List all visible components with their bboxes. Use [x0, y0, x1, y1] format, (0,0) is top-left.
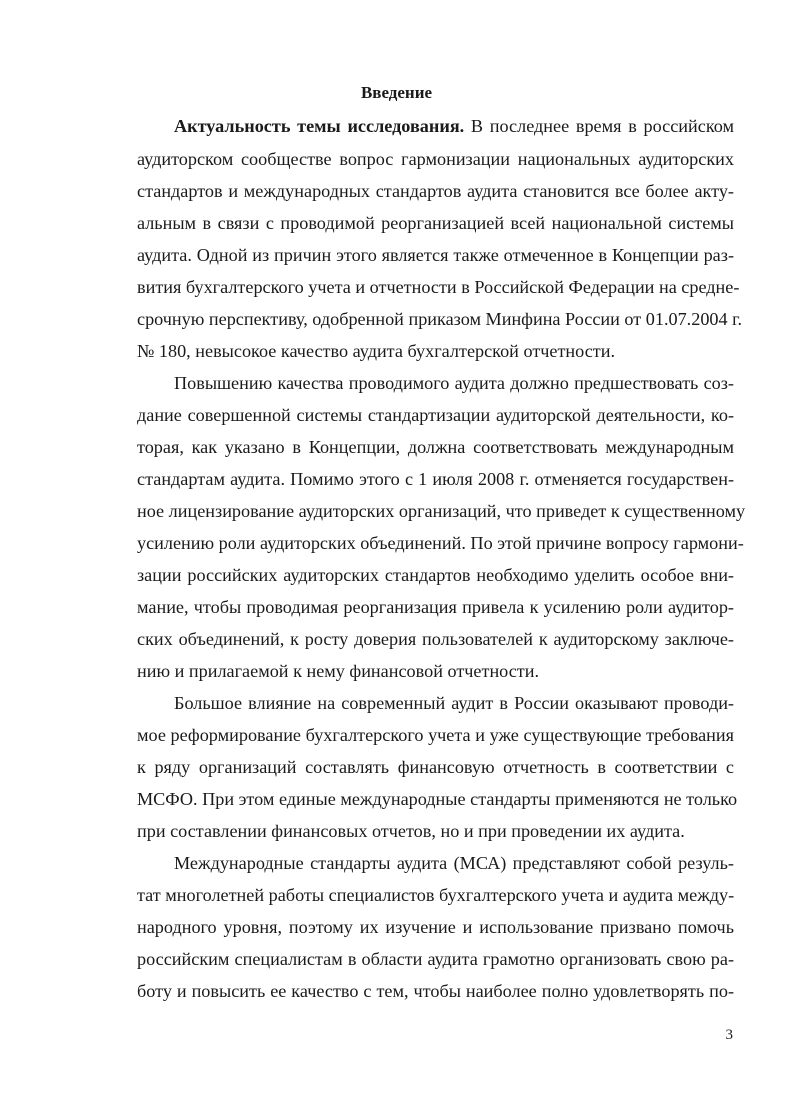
paragraph-line: ное лицензирование аудиторских организаций, что приведет к существенному: [137, 501, 746, 521]
paragraph-line: тат многолетней работы специалистов бухгалтерского учета и аудита между-: [137, 885, 735, 905]
paragraph-line: российским специалистам в области аудита грамотно организовать свою ра-: [137, 949, 734, 969]
paragraph-line: срочную перспективу, одобренной приказом Минфина России от 01.07.2004 г.: [137, 309, 743, 329]
paragraph-line: дание совершенной системы стандартизации аудиторской деятельности, ко-: [137, 405, 734, 425]
paragraph-line: торая, как указано в Концепции, должна соответствовать международным: [137, 437, 734, 457]
paragraph-line: Международные стандарты аудита (МСА) представляют собой резуль-: [174, 853, 734, 873]
paragraph-line: к ряду организаций составлять финансовую отчетность в соответствии с: [137, 757, 734, 777]
paragraph-line: Повышению качества проводимого аудита должно предшествовать соз-: [174, 373, 734, 393]
paragraph-line: народного уровня, поэтому их изучение и использование призвано помочь: [137, 917, 734, 937]
paragraph-line: стандартов и международных стандартов аудита становится все более акту-: [137, 181, 734, 201]
paragraph-line: нию и прилагаемой к нему финансовой отчетности.: [137, 661, 540, 681]
paragraph-line: ских объединений, к росту доверия пользователей к аудиторскому заключе-: [137, 629, 734, 649]
paragraph-lead: Актуальность темы исследования.: [174, 116, 465, 136]
paragraph-line: при составлении финансовых отчетов, но и при проведении их аудита.: [137, 821, 685, 841]
paragraph-line: стандартам аудита. Помимо этого с 1 июля 2008 г. отменяется государствен-: [137, 469, 734, 489]
paragraph-line: зации российских аудиторских стандартов необходимо уделить особое вни-: [137, 565, 734, 585]
paragraph-line: усилению роли аудиторских объединений. По этой причине вопросу гармони-: [137, 533, 744, 553]
paragraph-line: вития бухгалтерского учета и отчетности в Российской Федерации на средне-: [137, 277, 740, 297]
paragraph-line: Актуальность темы исследования. В последнее время в российском: [174, 116, 735, 136]
paragraph-line: аудиторском сообществе вопрос гармонизации национальных аудиторских: [137, 149, 734, 169]
paragraph-line: аудита. Одной из причин этого является также отмеченное в Концепции раз-: [137, 245, 734, 265]
paragraph-line: мание, чтобы проводимая реорганизация привела к усилению роли аудитор-: [137, 597, 734, 617]
paragraph-line: альным в связи с проводимой реорганизацией всей национальной системы: [137, 213, 734, 233]
paragraph-line: мое реформирование бухгалтерского учета и уже существующие требования: [137, 725, 734, 745]
paragraph-line: боту и повысить ее качество с тем, чтобы наиболее полно удовлетворять по-: [137, 981, 734, 1001]
paragraph-line: № 180, невысокое качество аудита бухгалтерской отчетности.: [137, 341, 616, 361]
page-title: Введение: [360, 83, 433, 102]
paragraph-line: Большое влияние на современный аудит в России оказывают проводи-: [174, 693, 734, 713]
page-number: 3: [725, 1027, 733, 1043]
paragraph-line: МСФО. При этом единые международные стандарты применяются не только: [137, 789, 738, 809]
